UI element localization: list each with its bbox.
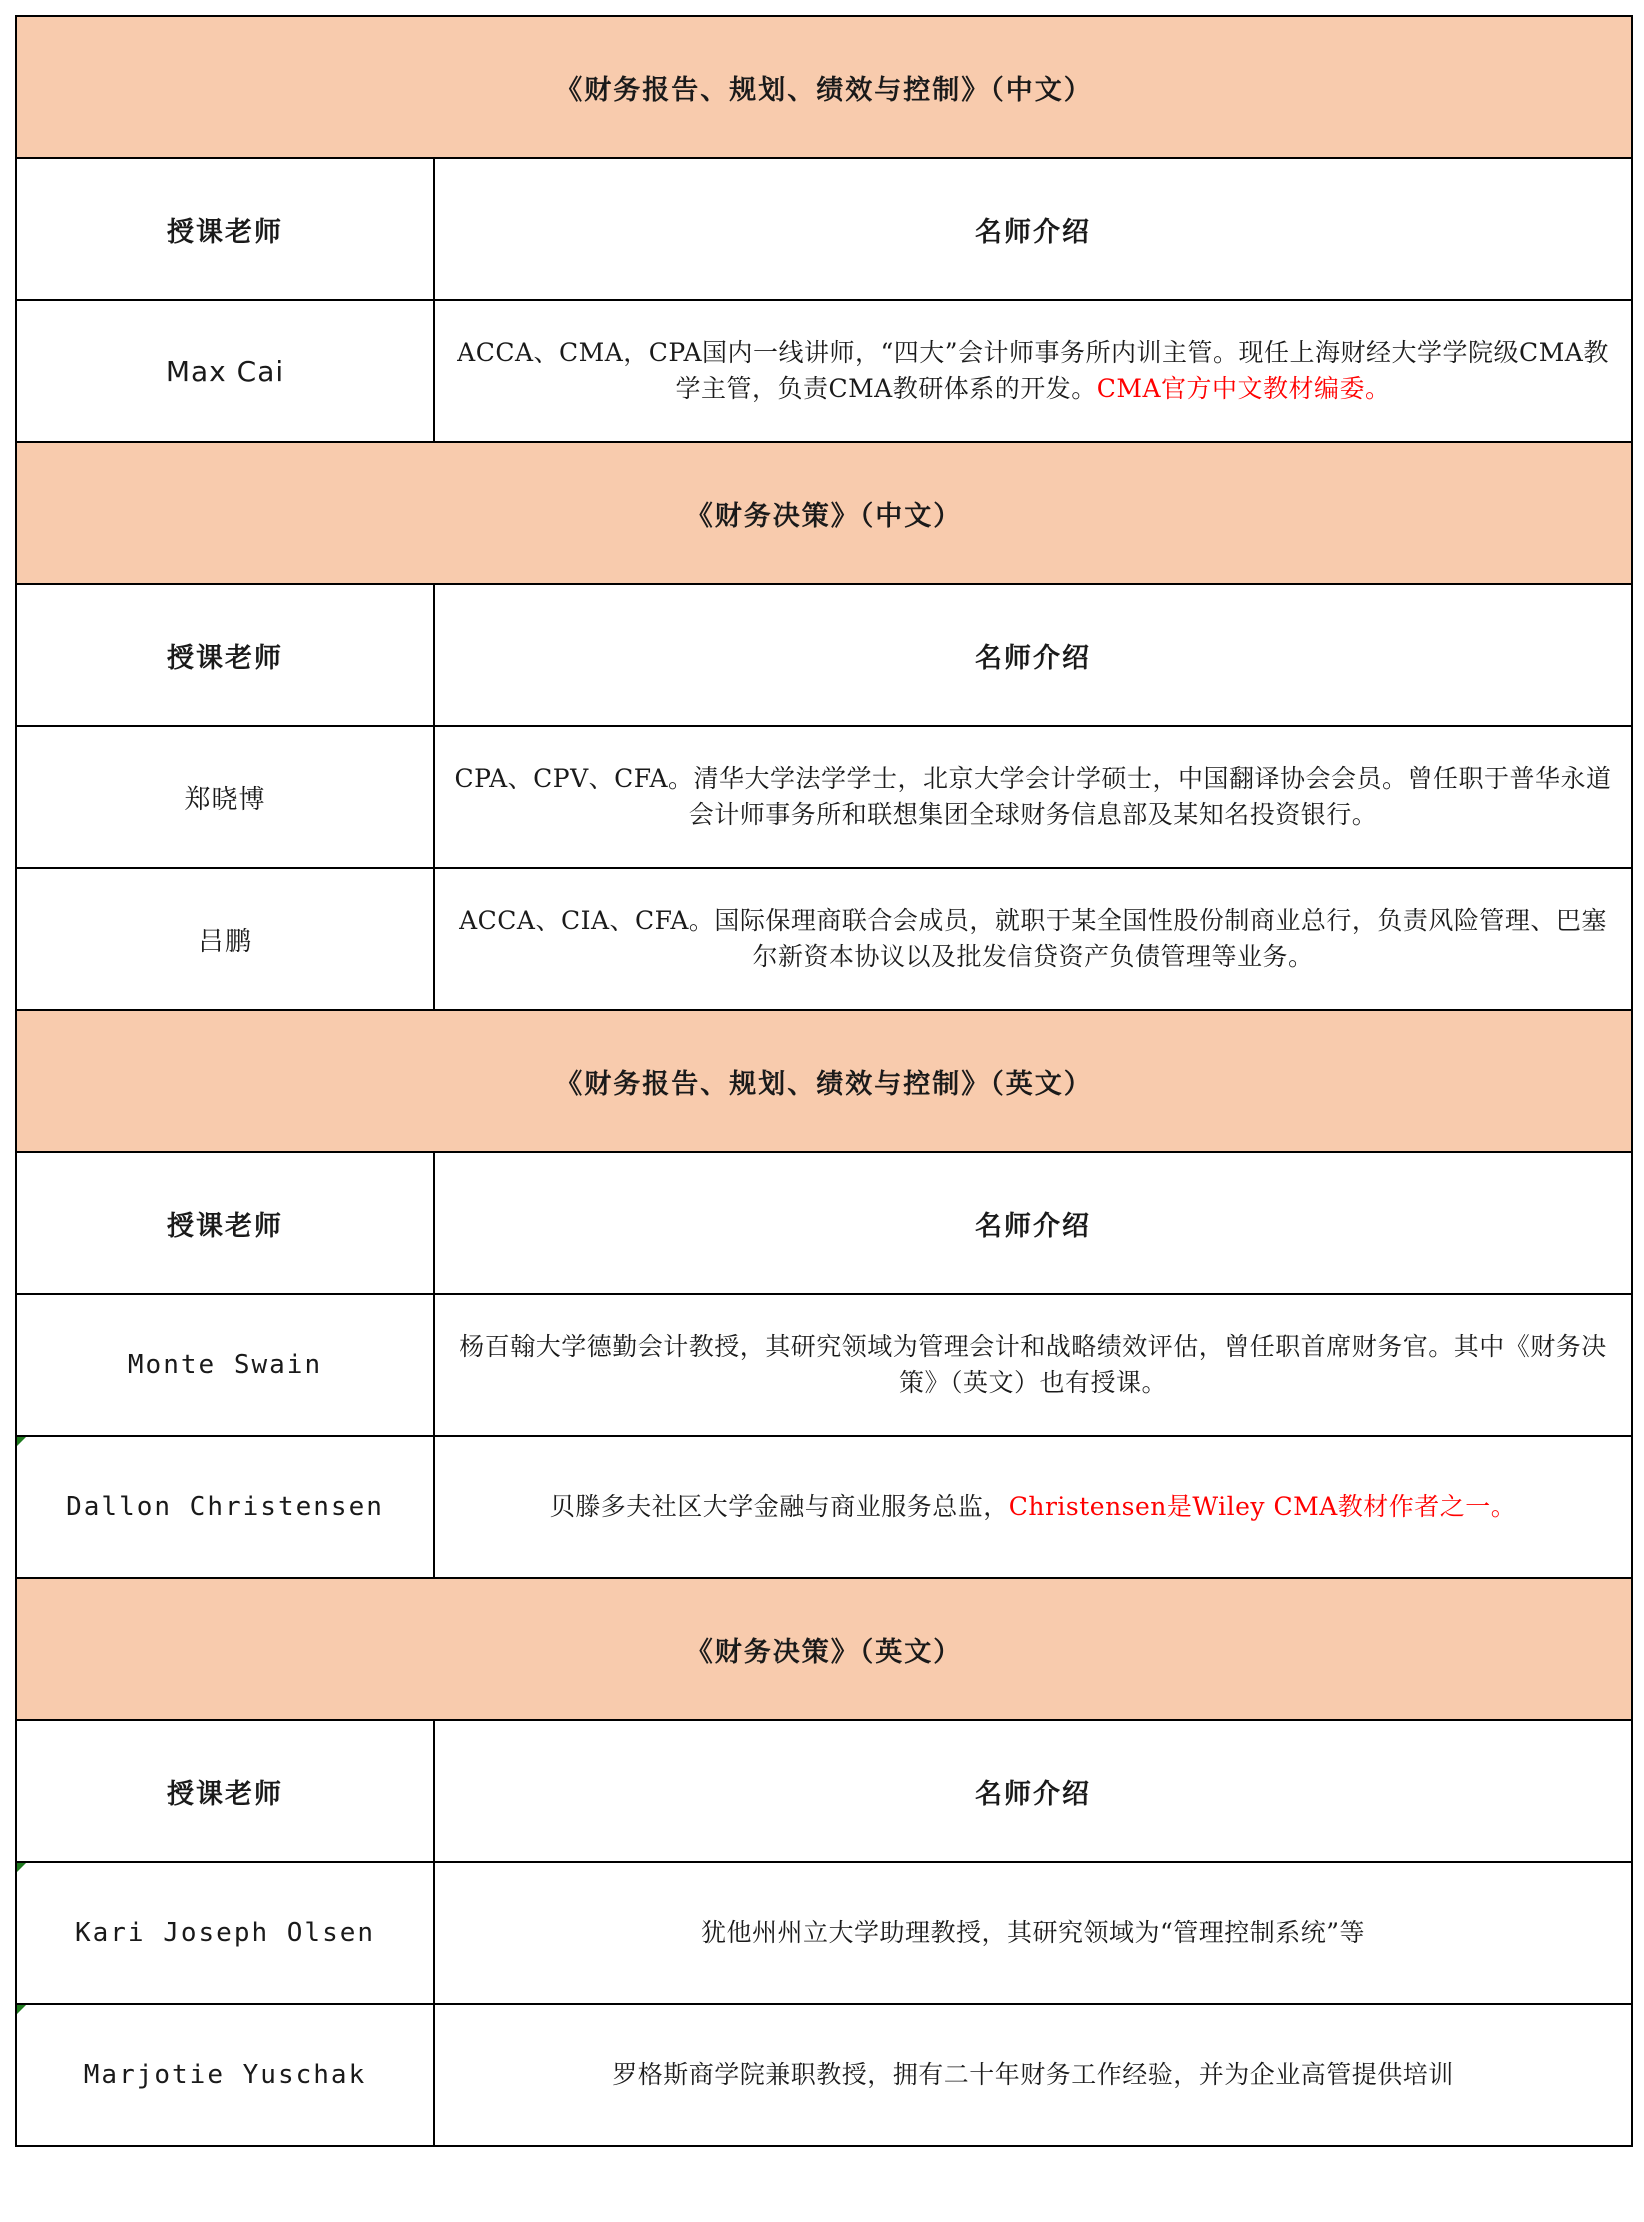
intro-column-header: 名师介绍 bbox=[434, 584, 1632, 726]
teacher-intro: 罗格斯商学院兼职教授，拥有二十年财务工作经验，并为企业高管提供培训 bbox=[434, 2004, 1632, 2146]
teacher-column-header: 授课老师 bbox=[16, 158, 434, 300]
teacher-row bbox=[16, 2004, 1632, 2146]
teacher-row bbox=[16, 1862, 1632, 2004]
teacher-intro: 犹他州州立大学助理教授，其研究领域为“管理控制系统”等 bbox=[434, 1862, 1632, 2004]
intro-column-header: 名师介绍 bbox=[434, 1720, 1632, 1862]
intro-column-header: 名师介绍 bbox=[434, 1152, 1632, 1294]
intro-text: ACCA、CMA，CPA国内一线讲师，“四大”会计师事务所内训主管。现任上海财经大学学院级CMA教学主管，负责CMA教研体系的开发。 bbox=[457, 338, 1609, 403]
intro-column-header: 名师介绍 bbox=[434, 158, 1632, 300]
teacher-name: Max Cai bbox=[16, 300, 434, 442]
cell-comment-marker bbox=[17, 2005, 26, 2014]
teacher-name-cell bbox=[16, 1436, 434, 1578]
cell-comment-marker bbox=[17, 1863, 26, 1872]
teacher-column-header: 授课老师 bbox=[16, 584, 434, 726]
column-header-row bbox=[16, 158, 1632, 300]
teacher-intro bbox=[434, 300, 1632, 442]
cell-comment-marker bbox=[17, 1437, 26, 1446]
teacher-intro: CPA、CPV、CFA。清华大学法学学士，北京大学会计学硕士，中国翻译协会会员。曾任职于普华永道会计师事务所和联想集团全球财务信息部及某知名投资银行。 bbox=[434, 726, 1632, 868]
section-header-row bbox=[16, 16, 1632, 158]
intro-highlight: Christensen是Wiley CMA教材作者之一。 bbox=[1008, 1492, 1517, 1521]
teacher-row bbox=[16, 1294, 1632, 1436]
teacher-name-cell bbox=[16, 1862, 434, 2004]
column-header-row bbox=[16, 584, 1632, 726]
intro-highlight: CMA官方中文教材编委。 bbox=[1096, 374, 1391, 403]
teacher-row bbox=[16, 1436, 1632, 1578]
teacher-name: Kari Joseph Olsen bbox=[74, 1918, 376, 1948]
section-header-row bbox=[16, 1010, 1632, 1152]
teacher-name: Monte Swain bbox=[16, 1294, 434, 1436]
teacher-name: 吕鹏 bbox=[16, 868, 434, 1010]
teacher-intro: ACCA、CIA、CFA。国际保理商联合会成员，就职于某全国性股份制商业总行，负责风险管理、巴塞尔新资本协议以及批发信贷资产负债管理等业务。 bbox=[434, 868, 1632, 1010]
section-title: 《财务报告、规划、绩效与控制》（中文） bbox=[16, 16, 1632, 158]
teacher-name: Marjotie Yuschak bbox=[83, 2060, 367, 2090]
teacher-table bbox=[15, 15, 1633, 2147]
teacher-name: 郑晓博 bbox=[16, 726, 434, 868]
section-header-row bbox=[16, 1578, 1632, 1720]
section-title: 《财务决策》（英文） bbox=[16, 1578, 1632, 1720]
intro-text: 贝滕多夫社区大学金融与商业服务总监， bbox=[549, 1492, 1009, 1521]
teacher-row bbox=[16, 868, 1632, 1010]
teacher-intro: 杨百翰大学德勤会计教授，其研究领域为管理会计和战略绩效评估，曾任职首席财务官。其中《财务决策》（英文）也有授课。 bbox=[434, 1294, 1632, 1436]
column-header-row bbox=[16, 1720, 1632, 1862]
teacher-column-header: 授课老师 bbox=[16, 1720, 434, 1862]
teacher-row bbox=[16, 300, 1632, 442]
teacher-name: Dallon Christensen bbox=[66, 1492, 384, 1522]
column-header-row bbox=[16, 1152, 1632, 1294]
teacher-row bbox=[16, 726, 1632, 868]
teacher-column-header: 授课老师 bbox=[16, 1152, 434, 1294]
section-title: 《财务决策》（中文） bbox=[16, 442, 1632, 584]
section-header-row bbox=[16, 442, 1632, 584]
teacher-intro bbox=[434, 1436, 1632, 1578]
section-title: 《财务报告、规划、绩效与控制》（英文） bbox=[16, 1010, 1632, 1152]
teacher-name-cell bbox=[16, 2004, 434, 2146]
